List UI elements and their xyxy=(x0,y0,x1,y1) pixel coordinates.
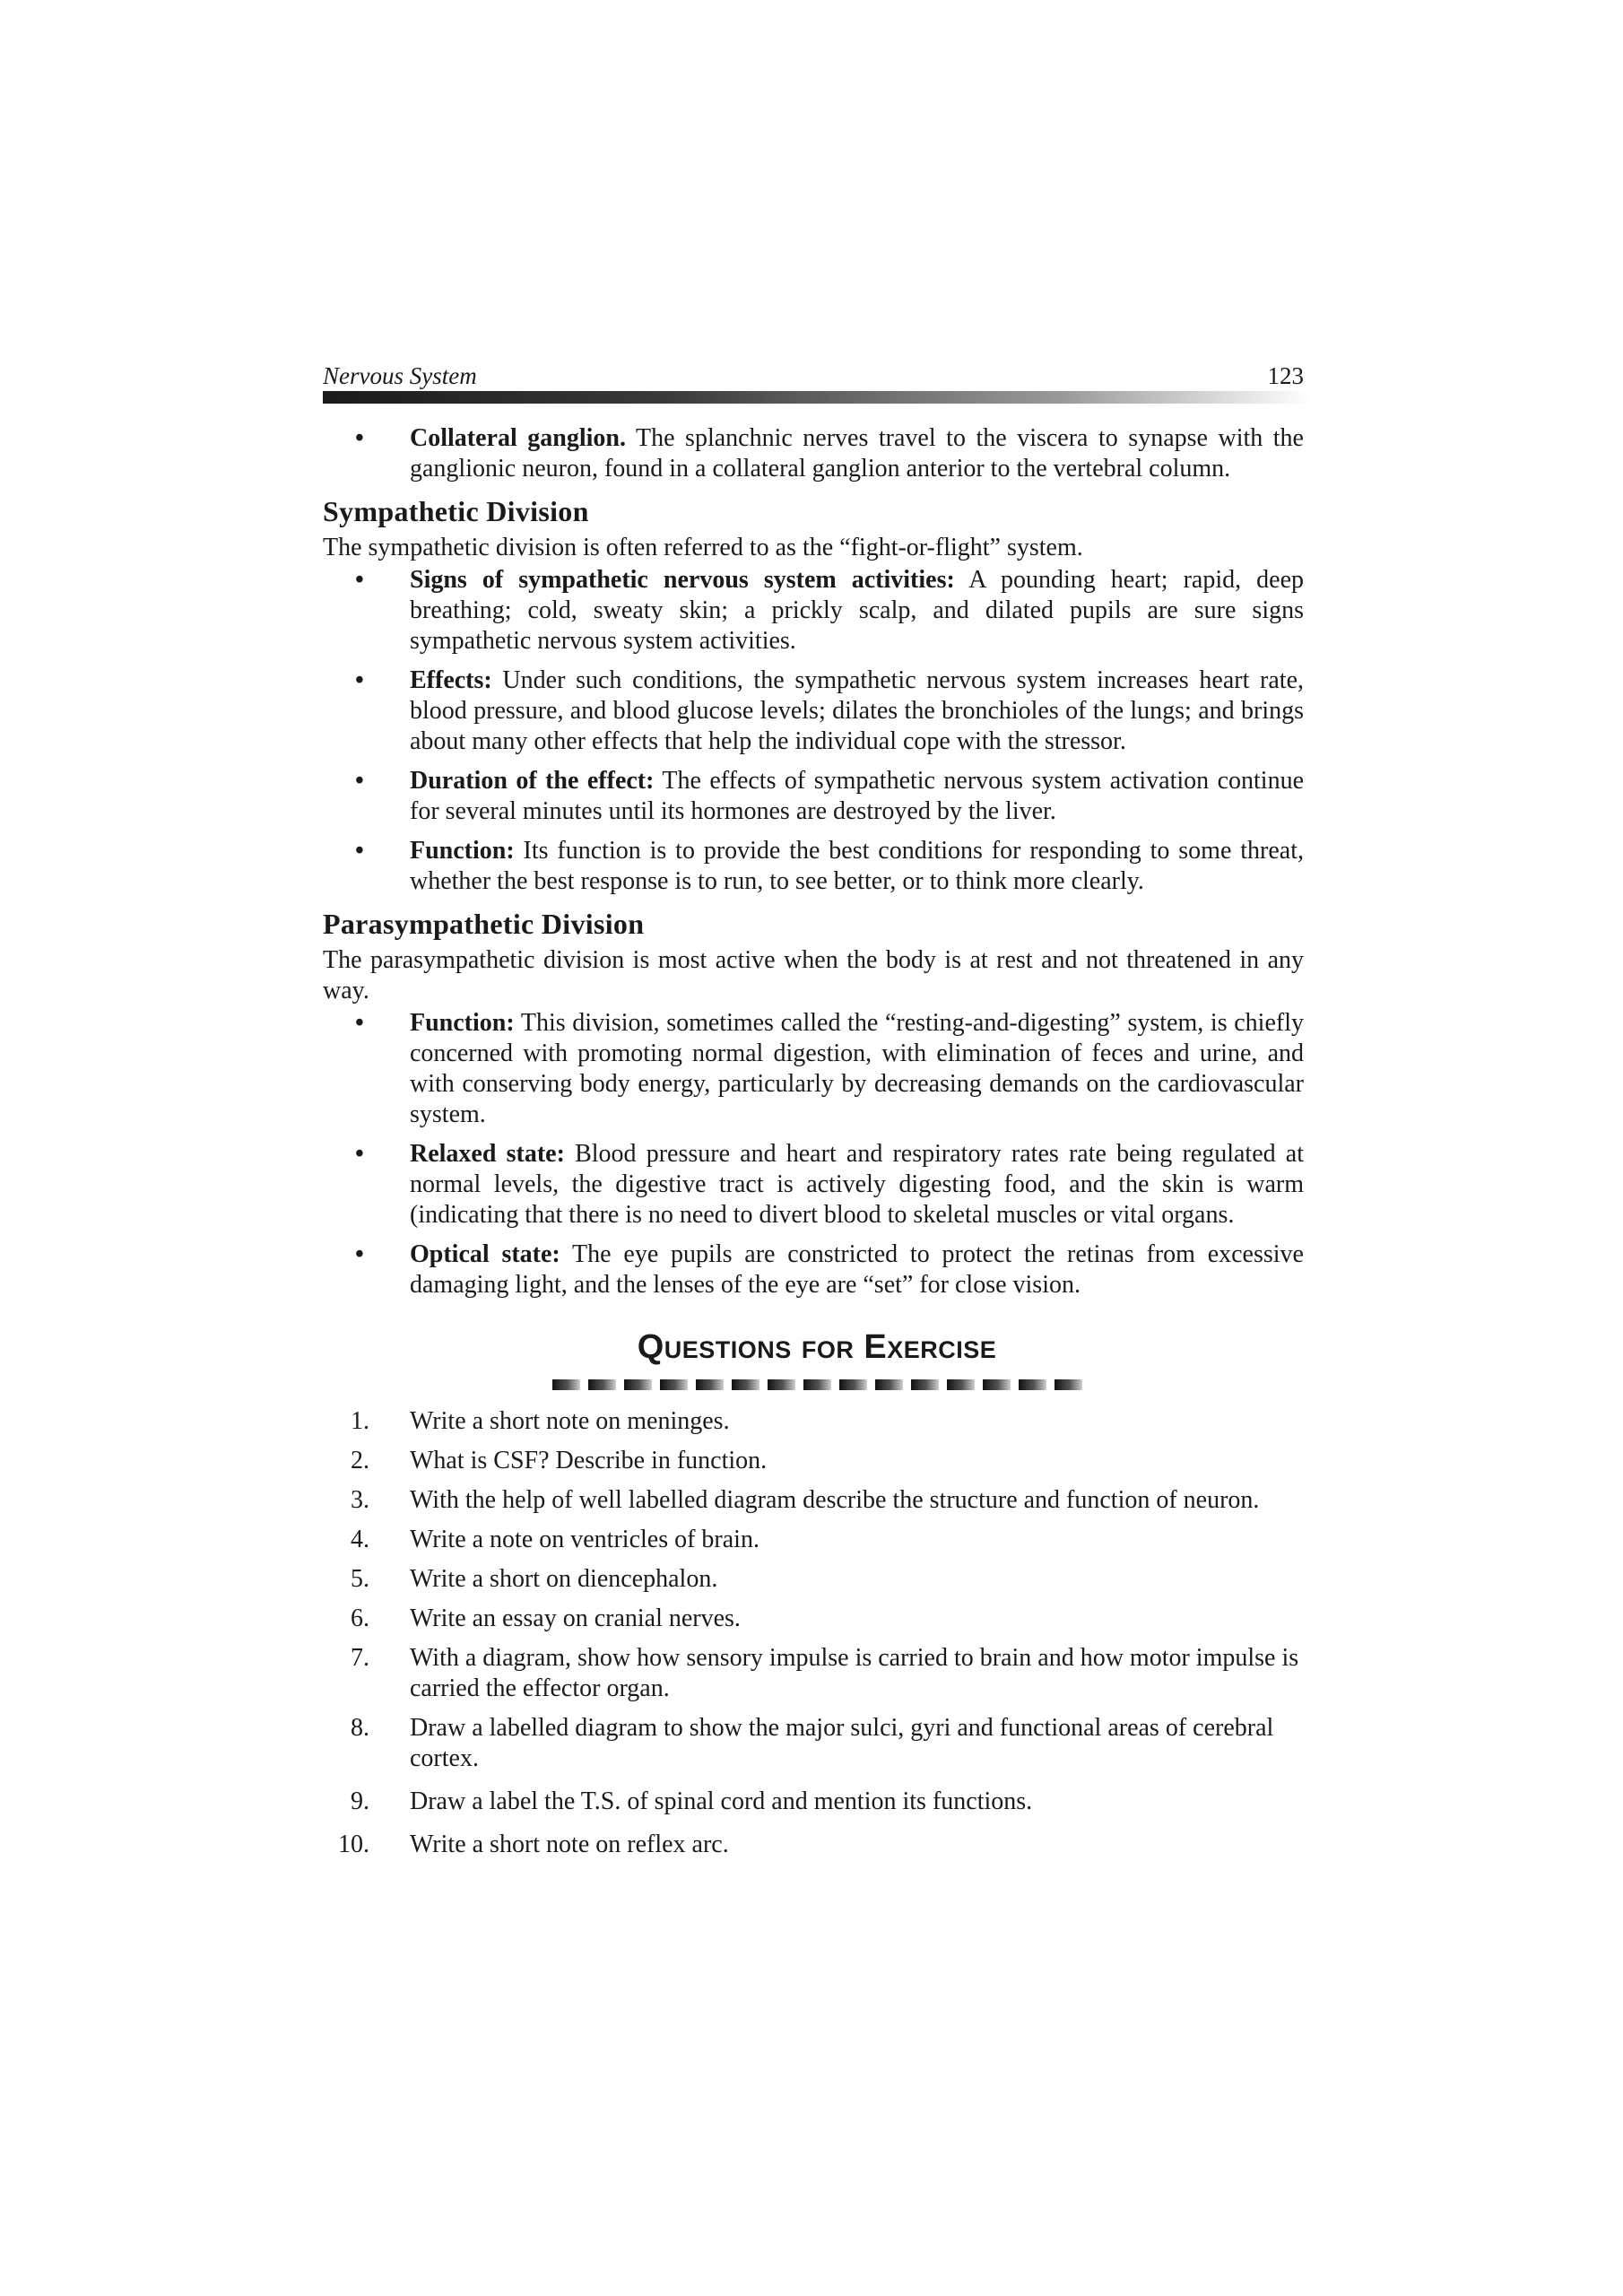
question-item xyxy=(323,1406,1311,1437)
bullet-icon: • xyxy=(355,1009,364,1037)
list-item xyxy=(323,766,1311,827)
question-item xyxy=(323,1564,1311,1595)
question-text: Write a short note on reflex arc. xyxy=(410,1831,729,1858)
question-text: Write an essay on cranial nerves. xyxy=(410,1605,741,1632)
dash-segment xyxy=(911,1379,939,1390)
list-item xyxy=(323,1239,1311,1300)
question-text: With a diagram, show how sensory impulse is carried to brain and how motor impulse is carried the effector organ. xyxy=(410,1644,1299,1702)
running-title: Nervous System xyxy=(323,362,477,389)
header-gradient-rule xyxy=(323,391,1311,404)
sympathetic-bullets xyxy=(323,565,1311,897)
dash-segment xyxy=(696,1379,724,1390)
dash-segment xyxy=(1055,1379,1082,1390)
dash-segment xyxy=(552,1379,580,1390)
bullet-icon: • xyxy=(355,424,364,452)
list-item xyxy=(323,665,1311,757)
dash-segment xyxy=(1019,1379,1046,1390)
question-number: 5. xyxy=(351,1565,369,1593)
bullet-icon: • xyxy=(355,767,364,795)
bullet-text: The splanchnic nerves travel to the viscera to synapse with the ganglionic neuron, found in a collateral ganglion anterior to the vertebral column. xyxy=(410,424,1304,483)
bullet-term: Function: xyxy=(410,1009,515,1037)
bullet-text: The effects of sympathetic nervous system activation continue for several minutes until its hormones are destroyed by the liver. xyxy=(410,767,1305,825)
page-number: 123 xyxy=(1267,362,1304,389)
bullet-text: This division, sometimes called the “resting-and-digesting” system, is chiefly concerned with promoting normal digestion, with elimination of feces and urine, and with conserving body energy, particularly by decreasing demands on the cardiovascular system. xyxy=(410,1009,1304,1128)
bullet-term: Optical state: xyxy=(410,1240,560,1268)
question-number: 6. xyxy=(351,1605,369,1632)
question-item xyxy=(323,1485,1311,1516)
parasympathetic-bullets xyxy=(323,1008,1311,1300)
dash-segment xyxy=(588,1379,616,1390)
question-number: 3. xyxy=(351,1486,369,1514)
bullet-icon: • xyxy=(355,1240,364,1268)
dash-segment xyxy=(947,1379,975,1390)
running-head xyxy=(323,359,1311,389)
dash-segment xyxy=(875,1379,903,1390)
question-number: 1. xyxy=(351,1407,369,1435)
list-item xyxy=(323,836,1311,897)
dash-segment xyxy=(624,1379,652,1390)
question-number: 4. xyxy=(351,1526,369,1553)
bullet-term: Function: xyxy=(410,837,515,865)
list-item xyxy=(323,1139,1311,1231)
question-text: Write a short note on meninges. xyxy=(410,1407,730,1435)
bullet-text: Under such conditions, the sympathetic nervous system increases heart rate, blood pressure, and blood glucose levels; dilates the bronchioles of the lungs; and brings about many other effects that help the individual cope with the stressor. xyxy=(410,666,1304,755)
bullet-term: Relaxed state: xyxy=(410,1140,565,1168)
bullet-text: Blood pressure and heart and respiratory rates rate being regulated at normal levels, the digestive tract is actively digesting food, and the skin is warm (indicating that there is no need to divert blood to skeletal muscles or vital organs. xyxy=(410,1140,1304,1229)
dash-segment xyxy=(660,1379,688,1390)
bullet-icon: • xyxy=(355,666,364,694)
parasympathetic-intro: The parasympathetic division is most active when the body is at rest and not threatened in any way. xyxy=(323,946,1304,1004)
question-item xyxy=(323,1604,1311,1634)
question-text: Write a short on diencephalon. xyxy=(410,1565,718,1593)
question-number: 2. xyxy=(351,1447,369,1474)
dash-segment xyxy=(803,1379,831,1390)
collateral-ganglion-list xyxy=(323,423,1311,484)
question-text: Write a note on ventricles of brain. xyxy=(410,1526,759,1553)
question-text: Draw a labelled diagram to show the major sulci, gyri and functional areas of cerebral cortex. xyxy=(410,1714,1274,1772)
question-item xyxy=(323,1787,1311,1817)
bullet-text: Its function is to provide the best conditions for responding to some threat, whether the best response is to run, to see better, or to think more clearly. xyxy=(410,837,1304,895)
question-number: 9. xyxy=(351,1787,369,1815)
sympathetic-heading: Sympathetic Division xyxy=(323,495,589,527)
list-item xyxy=(323,565,1311,657)
dash-segment xyxy=(983,1379,1011,1390)
question-item xyxy=(323,1525,1311,1555)
bullet-icon: • xyxy=(355,566,364,594)
question-item xyxy=(323,1446,1311,1476)
exercise-heading: Questions for Exercise xyxy=(637,1328,997,1366)
bullet-text: The eye pupils are constricted to protect the retinas from excessive damaging light, and the lenses of the eye are “set” for close vision. xyxy=(410,1240,1304,1299)
question-number: 8. xyxy=(351,1714,369,1742)
list-item xyxy=(323,1008,1311,1130)
question-number: 7. xyxy=(351,1644,369,1672)
dash-segment xyxy=(768,1379,795,1390)
question-item xyxy=(323,1713,1311,1774)
bullet-term: Effects: xyxy=(410,666,492,694)
dash-segment xyxy=(732,1379,759,1390)
exercise-questions xyxy=(323,1406,1311,1860)
dash-segment xyxy=(839,1379,867,1390)
question-text: With the help of well labelled diagram describe the structure and function of neuron. xyxy=(410,1486,1260,1514)
exercise-dash-rule xyxy=(323,1379,1311,1390)
bullet-icon: • xyxy=(355,1140,364,1168)
bullet-term: Signs of sympathetic nervous system activities: xyxy=(410,566,955,594)
list-item xyxy=(323,423,1311,484)
question-number: 10. xyxy=(338,1831,369,1858)
bullet-text: A pounding heart; rapid, deep breathing; cold, sweaty skin; a prickly scalp, and dilated pupils are sure signs sympathetic nervous system activities. xyxy=(410,566,1304,655)
question-text: Draw a label the T.S. of spinal cord and mention its functions. xyxy=(410,1787,1033,1815)
question-text: What is CSF? Describe in function. xyxy=(410,1447,768,1474)
book-page xyxy=(323,359,1311,1869)
bullet-term: Collateral ganglion. xyxy=(410,424,626,452)
bullet-term: Duration of the effect: xyxy=(410,767,655,795)
parasympathetic-heading: Parasympathetic Division xyxy=(323,908,645,940)
sympathetic-intro: The sympathetic division is often referred to as the “fight-or-flight” system. xyxy=(323,534,1083,561)
question-item xyxy=(323,1830,1311,1860)
question-item xyxy=(323,1643,1311,1704)
bullet-icon: • xyxy=(355,837,364,865)
